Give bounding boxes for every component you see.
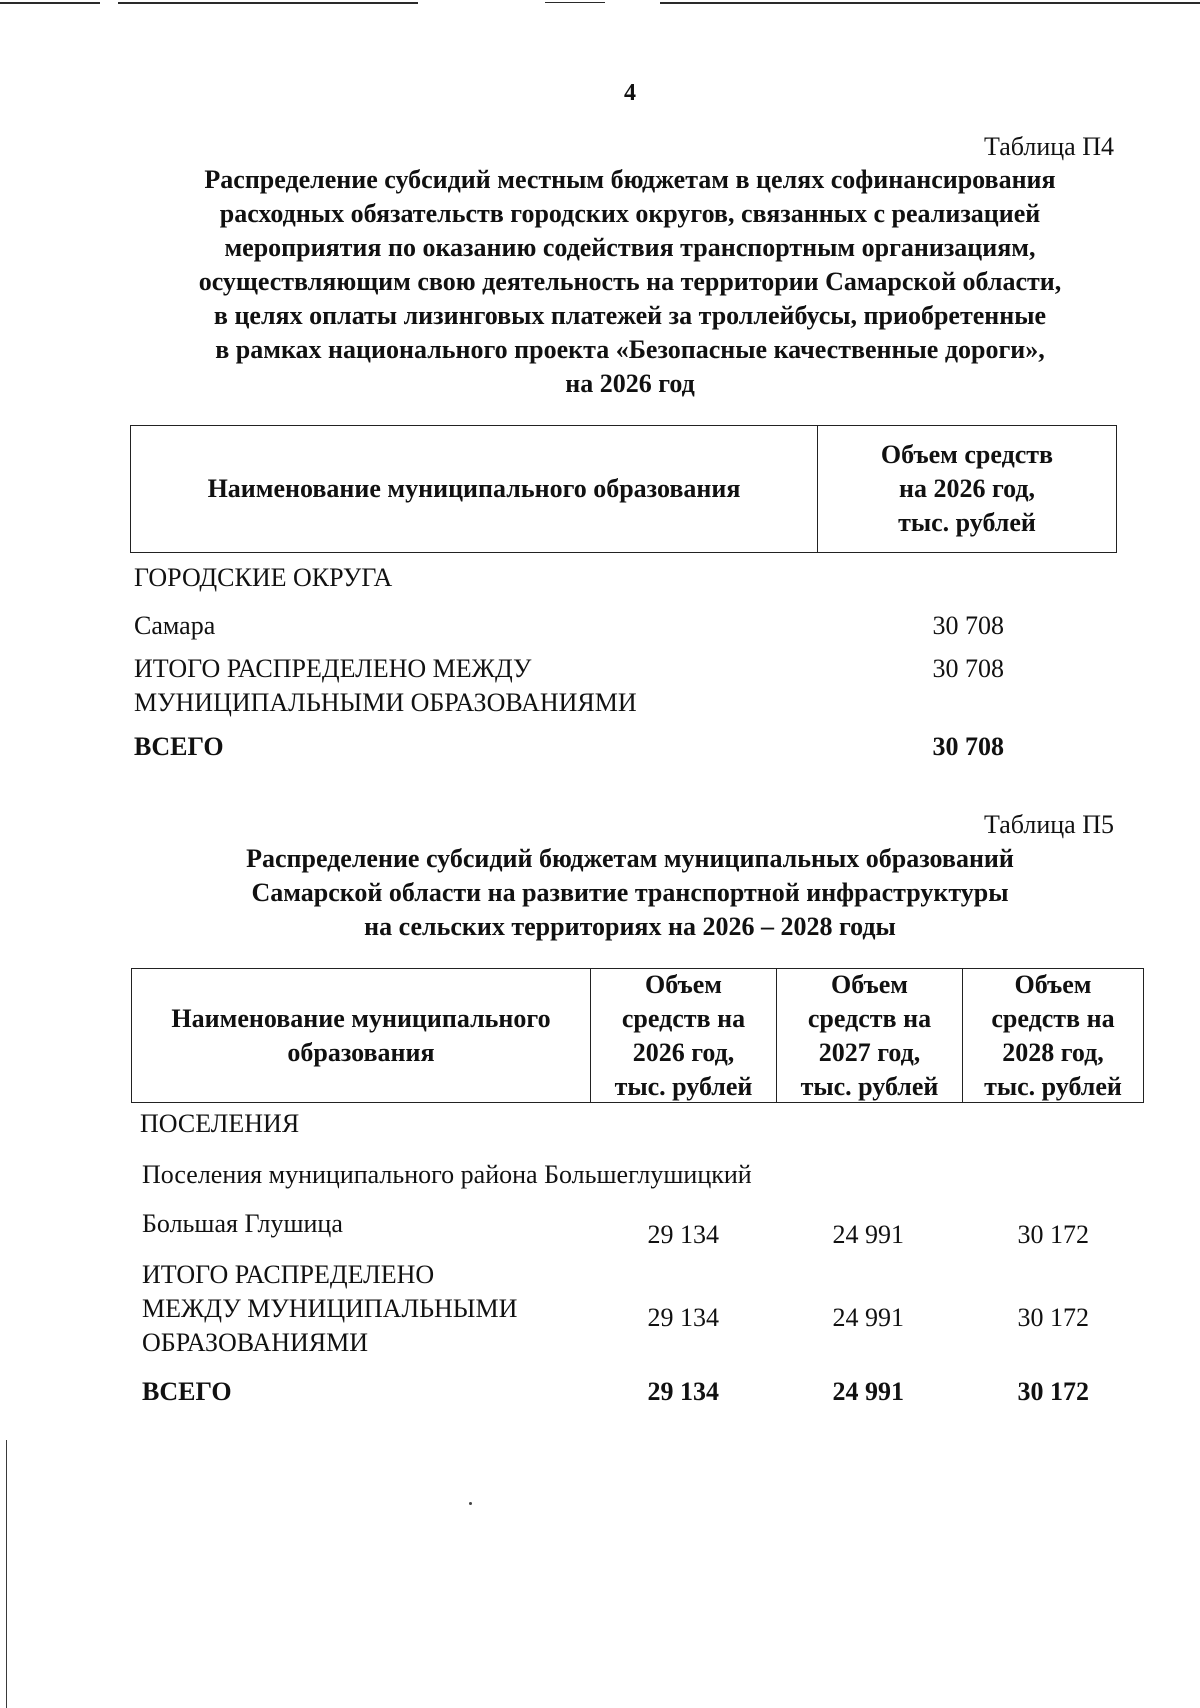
header-col-2027 (777, 969, 963, 1102)
table-row-name (142, 1258, 517, 1360)
scan-artifact-line (0, 2, 100, 4)
page-number: 4 (624, 80, 636, 106)
scan-artifact-line (660, 2, 1200, 4)
title-line: в рамках национального проекта «Безопасные качественные дороги», (215, 335, 1045, 364)
row-line: ИТОГО РАСПРЕДЕЛЕНО МЕЖДУ (134, 654, 532, 683)
scan-artifact-line (6, 1440, 7, 1708)
header-line: образования (287, 1037, 435, 1067)
table-p5-label: Таблица П5 (984, 810, 1114, 839)
table-p4-title (130, 163, 1130, 401)
header-line: средств на (621, 1003, 746, 1033)
table-p5-total-2027: 24 991 (832, 1377, 904, 1406)
title-line: мероприятия по оказанию содействия транспортным организациям, (224, 233, 1036, 262)
scan-artifact-line (545, 2, 605, 3)
title-line: Самарской области на развитие транспортной инфраструктуры (251, 878, 1009, 907)
header-line: тыс. рублей (800, 1071, 939, 1101)
table-p5-total-2026: 29 134 (647, 1377, 719, 1406)
table-p4-total-label: ВСЕГО (134, 732, 224, 761)
table-row-name: Самара (134, 611, 216, 640)
scan-speck (469, 1502, 472, 1505)
table-row-name: Большая Глушица (142, 1209, 343, 1238)
header-line: Объем (645, 969, 722, 999)
title-line: Распределение субсидий местным бюджетам в целях софинансирования (204, 165, 1056, 194)
header-line: Объем (1014, 969, 1092, 999)
table-p5-section: ПОСЕЛЕНИЯ (140, 1109, 300, 1138)
header-line: Объем (831, 969, 908, 999)
table-p5-total-2028: 30 172 (1017, 1377, 1089, 1406)
header-line: средств на (991, 1003, 1115, 1033)
title-line: осуществляющим свою деятельность на территории Самарской области, (198, 267, 1062, 296)
header-line: тыс. рублей (614, 1071, 753, 1101)
table-row-value: 30 708 (932, 611, 1004, 640)
scan-artifact-line (118, 2, 418, 4)
table-p5-header (131, 968, 1144, 1103)
header-name (132, 969, 591, 1102)
title-line: в целях оплаты лизинговых платежей за троллейбусы, приобретенные (213, 301, 1047, 330)
header-line: на 2026 год, (898, 474, 1036, 503)
header-line: средств на (807, 1003, 932, 1033)
table-row-name (134, 652, 637, 720)
header-line: 2027 год, (818, 1037, 921, 1067)
title-line: расходных обязательств городских округов, связанных с реализацией (219, 199, 1041, 228)
table-p4-header (130, 425, 1117, 553)
row-line: МУНИЦИПАЛЬНЫМИ ОБРАЗОВАНИЯМИ (134, 688, 637, 717)
table-row-value-2028: 30 172 (1017, 1220, 1089, 1249)
header-line: Наименование муниципального (171, 1003, 551, 1033)
header-name: Наименование муниципального образования (131, 426, 818, 552)
header-line: Объем средств (880, 440, 1054, 469)
header-line: тыс. рублей (984, 1071, 1122, 1101)
table-p5-total-label: ВСЕГО (142, 1377, 232, 1406)
table-p4-section: ГОРОДСКИЕ ОКРУГА (134, 563, 393, 592)
table-row-value-2027: 24 991 (832, 1303, 904, 1332)
header-line: 2026 год, (632, 1037, 735, 1067)
header-col-2026 (591, 969, 777, 1102)
table-p4-total-value: 30 708 (932, 732, 1004, 761)
header-value (818, 426, 1116, 552)
table-row-value: 30 708 (932, 654, 1004, 683)
table-row-value-2026: 29 134 (647, 1303, 719, 1332)
table-row-value-2027: 24 991 (832, 1220, 904, 1249)
table-p5-title (130, 842, 1130, 944)
title-line: на сельских территориях на 2026 – 2028 годы (364, 912, 896, 941)
title-line: на 2026 год (565, 369, 695, 398)
table-row-value-2028: 30 172 (1017, 1303, 1089, 1332)
table-row-value-2026: 29 134 (647, 1220, 719, 1249)
title-line: Распределение субсидий бюджетам муниципальных образований (246, 844, 1014, 873)
row-line: ИТОГО РАСПРЕДЕЛЕНО (142, 1260, 435, 1289)
row-line: ОБРАЗОВАНИЯМИ (142, 1328, 369, 1357)
header-line: 2028 год, (1002, 1037, 1104, 1067)
header-line: тыс. рублей (898, 508, 1036, 537)
table-p4-label: Таблица П4 (984, 132, 1114, 161)
row-line: МЕЖДУ МУНИЦИПАЛЬНЫМИ (142, 1294, 518, 1323)
table-p5-subsection: Поселения муниципального района Большеглушицкий (142, 1160, 752, 1189)
header-col-2028 (963, 969, 1143, 1102)
